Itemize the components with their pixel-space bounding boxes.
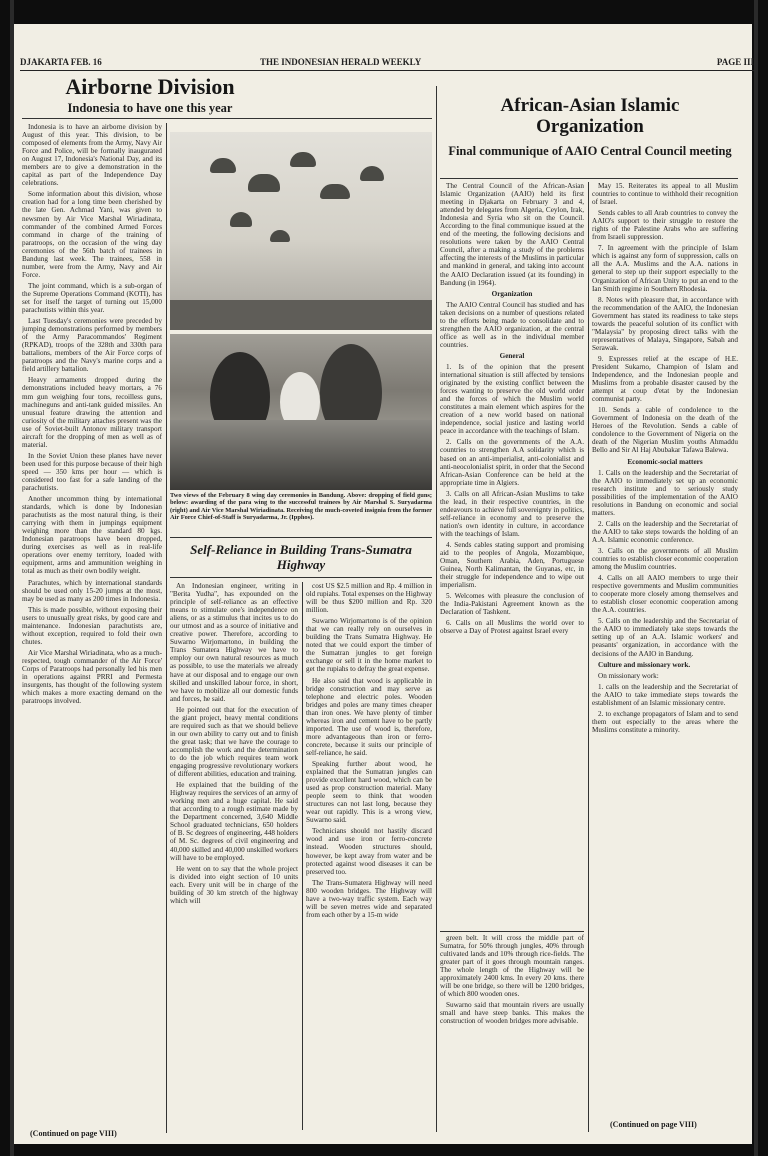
highway-column-a: An Indonesian engineer, writing in "Berita Yudha", has expounded on the principle of self-reliance as an effective means to stimulate one's independence on aliens, or as a stimulus that incites us to do our utmost and as a source of initiative and creative power. Therefore, according to Suwarno Wirjomartono, in building the Trans Sumatera Highway we have to employ our own natural resources as much as possible, to use the materials we already have at our disposal and to engage our own skilled and unskilled labour force, in short, we have to mobilize all our domestic funds and forces, he said. He pointed out that for the execution of the giant project, heavy mental conditions are required such as that we should believe in our own ability to carry out and to finish the great task; that we have the courage to accomplish the work and the determination to do the job which requires team work engaging progressive revolutionary workers of different abilities, education and training. He explained that the building of the Highway requires the services of an army of working men and a huge capital. He said that according to a rough estimate made by the Department concerned, 3,640 Middle School graduated technicians, 650 holders of B. Sc degrees of engineering, 448 holders of M. Sc. degrees of civil engineering and 40,000 skilled and 40,000 unskilled workers will have to be employed. He went on to say that the whole project is divided into eight section of 10 units each. Every unit will be in charge of the building of 30 km stretch of the highway which will bbox=[170, 582, 298, 905]
headline-rule bbox=[22, 118, 432, 119]
lower-rule bbox=[440, 931, 584, 932]
aaio-column-a: The Central Council of the African-Asian Islamic Organization (AAIO) held its first meeting in Djakarta on February 3 and 4, attended by delegates from Algeria, Ceylon, Irak, Indonesia and Syria who sit on the Council. According to the final communique issued at the end of the meeting, the following decisions and resolutions were taken by the AAIO Central Council, after a making a study of the problems affecting the interests of the Muslims in particular and mankind in general, and taking into account the AAIO Declaration issued (at its founding) in Bandung (in 1964). Organization The AAIO Central Council has studied and has taken decisions on a number of questions related to the efforts being made to consolidate and to strengthen the AAIO organization, at the central office as well as in the individual member countries. General 1. Is of the opinion that the present international situation is still affected by tensions originated by the existing conflict between the forces wanting to preserve the old world order and the forces of which the Muslim world constitutes a main element which aspires for the creation of a new world based on national independence, social justice and lasting world peace in accordance with the teachings of Islam. 2. Calls on the governments of the A.A. countries to strengthen A.A solidarity which is based on an anti-imperialist, anti-colonialist and anti-neocolonialist spirit, in order that the Second African-Asian Conference can be held at the appropriate time in Algiers. 3. Calls on all African-Asian Muslims to take the lead, in their respective countries, in the endeavours to achieve full sovereignty in politics, self-reliance in economy and to preserve the nation's own identity in culture, in accordance with the teachings of Islam. 4. Sends cables stating support and promising aid to the peoples of Angola, Mozambique, Oman, Southern Arabia, Aden, Portuguese Guinea, North Kalimantan, the Guyanas, etc, in their struggle for independence and to wipe out imperialism. 5. Welcomes with pleasure the conclusion of the India-Pakistani Agreement known as the Declaration of Tashkent. 6. Calls on all Muslims the world over to observe a Day of Protest against Israel every bbox=[440, 182, 584, 636]
column-rule-4 bbox=[588, 182, 589, 1132]
aaio-headline-line2: Organization bbox=[536, 116, 644, 137]
airborne-continued: (Continued on page VIII) bbox=[30, 1129, 117, 1138]
page-left-edge bbox=[10, 0, 14, 1156]
aaio-headline-line1: African-Asian Islamic bbox=[500, 95, 680, 116]
highway-column-b: cost US $2.5 million and Rp. 4 million in old rupiahs. Total expenses on the Highway will be thus $200 million and Rp. 320 million. Suwarno Wirjomartono is of the opinion that we can really rely on ourselves in building the Trans Sumatra Highway. He noted that we could export the timber of the Sumatran jungles to get foreign exchange or sell it in the home market to get the rupiahs to defray the great expense. He also said that wood is applicable in bridge construction and may serve as telephone and electric poles. Wooden bridges and poles are many times cheaper than iron ones. We have plenty of timber whereas iron and cement have to be partly imported. The use of wood is, therefore, more advantageous than iron or ferro-concrete, because it suits our principle of self-reliance, he said. Speaking further about wood, he explained that the Sumatran jungles can provide excellent hard wood, which can be used as prop construction material. Many people seem to think that wooden structures can not last long, because they wear out rapidly. This is a wrong view, Suwarno said. Technicians should not hastily discard wood and use iron or ferro-concrete instead. Wooden structures should, however, be kept away from water and be protected against wood diseases it can be preserved too. The Trans-Sumatera Highway will need 800 wooden bridges. The Highway will have a two-way traffic system. Each way will be seven metres wide and separated from each other by a 15-m wide bbox=[306, 582, 432, 919]
page-header bbox=[20, 56, 754, 71]
header-page-number: PAGE III bbox=[716, 57, 754, 67]
aaio-subheadline: Final communique of AAIO Central Council meeting bbox=[448, 144, 732, 158]
airborne-subheadline: Indonesia to have one this year bbox=[67, 101, 233, 115]
page-right-edge bbox=[754, 0, 758, 1156]
aaio-headline bbox=[440, 95, 740, 137]
airborne-column: Indonesia is to have an airborne division by August of this year. This division, to be composed of elements from the Army, Navy Air Force and Police, will be formally inaugurated on August 17, Indonesia's National Day, and its members are to give a demonstration in the capital as part of the Independence Day celebrations. Some information about this division, whose creation had for a long time been cherished by the late Gen. Achmad Yani, was given to newsmen by Air Vice Marshal Wiriadinata, commander of the combined Armed Forces command in charge of the training of paratroops, on the occasion of the wing day ceremonies of the 56th batch of trainees in Bandung last week. The trainees, 558 in number, were from the Army, Navy and Air Force. The joint command, which is a sub-organ of the Supreme Operations Command (KOTI), has set for itself the target of turning out 15,000 parachutists within this year. Last Tuesday's ceremonies were preceded by jumping demonstrations performed by members of the Army Paracommandos' Regiment (RPKAD), troops of the 328th and 330th para battalions, members of the Air Force corps of paratroops and the Navy's marine corps and a field artillery battalion. Heavy armaments dropped during the demonstrations included heavy mortars, a 76 mm gun weighing four tons, recoilless guns, machineguns and anti-tank guided missiles. An unusual feature drawing the attention and curiosity of the military attaches present was the use of Soviet-built Antonov military transport aircraft for the dropping of men as well as of material. In the Soviet Union these planes have never been used for this purpose because of their high speed — 350 kms per hour — which is considered too fast for a safe landing of the parachutists. Another uncommon thing by international standards, which is done by Indonesian parachutists as the most natural thing, is their carrying with them in jumpings equipment weighing more than the standard 80 kgs. Indonesian paratroops have been dropped, during exercises as well as in real-life operations over enemy territory, loaded with equipment, arms and ammunition weighing in total as much as their own bodily weight. Parachutes, which by international standards should be used only 15-20 jumps at the most, may be used as many as 200 times in Indonesia. This is made possible, without exposing their users to unusually great risks, by good care and maintenance. Indonesian parachutists are, without exception, required to fold their own chutes. Air Vice Marshal Wiriadinata, who as a much-respected, tough commander of the Air Force' Corps of Paratroops had personally led his men in operations against PRRI and Permesta insurgents, has thought of the following system which makes a more exacting demand on the paratroops involved. bbox=[22, 123, 162, 706]
header-dateline: DJAKARTA FEB. 16 bbox=[20, 57, 102, 67]
highway-column-c: green belt. It will cross the middle part of Sumatra, for 50% through jungles, 40% through cultivated lands and 10% through rice-fields. The greater part of it goes through mountain ranges. The whole length of the Highway will be approximately 2400 kms. In every 20 kms. there will be one bridge, so there will be 1200 bridges, of which 800 wooden ones. Suwarno said that mountain rivers are usually small and have steep banks. This makes the construction of wooden bridges more advisable. bbox=[440, 934, 584, 1026]
paratroop-ceremony-photo bbox=[170, 132, 432, 490]
column-rule-1 bbox=[166, 123, 167, 1133]
caption-rule bbox=[170, 537, 432, 538]
aaio-column-b: May 15. Reiterates its appeal to all Muslim countries to continue to withhold their recognition of Israel. Sends cables to all Arab countries to convey the AAIO's support to their struggle to restore the rights of the Palestine Arabs who are suffering from Israeli suppression. 7. In agreement with the principle of Islam which is against any form of suppression, calls on all the A.A. Muslims and the A.A. nations in general to step up their support especially to the Organization of African Unity to put an end to the Ian Smith regime in Southern Rhodesia. 8. Notes with pleasure that, in accordance with the recommendation of the AAIO, the Indonesian Government has stated its readiness to take steps towards the peaceful solution of its conflict with "Malaysia" by proposing direct talks with the representatives of Malaya, Singapore, Sabah and Serawak. 9. Expresses relief at the escape of H.E. President Sukarno, Champion of Islam and Independence, and the Indonesian people and Muslims from a probable disaster caused by the attempt at coup d'etat by the Indonesian communist party. 10. Sends a cable of condolence to the Government of Indonesia on the death of the Heroes of the Revolution. Sends a cable of condolence to the Government of Nigeria on the death of the Nigerian Muslim youths Ahmaddu Bello and Sir Al Haj Abubakar Tafawa Balewa. Economic-social matters 1. Calls on the leadership and the Secretariat of the AAIO to immediately set up an economic research institute and to seriously study possibilities of the implementation of the AAIO resolutions in Bandung on economic and social matters. 2. Calls on the leadership and the Secretariat of the AAIO to take steps towards the holding of an A.A. Islamic economic conference. 3. Calls on the governments of all Muslim countries to establish closer economic cooperation among the Muslim countries. 4. Calls on all AAIO members to urge their respective governments and Muslim communities to cooperate more closely among themselves and to establish closer economic cooperation among the A.A. countries. 5. Calls on the leadership and the Secretariat of the AAIO to immediately take steps towards the setting up of an A.A. Islamic workers' and peasants' organization, in accordance with the decisions of the AAIO in Bandung. Culture and missionary work. On missionary work: 1. calls on the leadership and the Secretariat of the AAIO to take immediate steps towards the establishment of an Islamic missionary centre. 2. to exchange propagators of Islam and to send them out especially to the areas where the Muslims constitute a minority. bbox=[592, 182, 738, 734]
header-masthead: THE INDONESIAN HERALD WEEKLY bbox=[260, 57, 422, 67]
aaio-continued: (Continued on page VIII) bbox=[610, 1120, 697, 1129]
aaio-rule bbox=[440, 178, 738, 179]
highway-rule bbox=[170, 577, 432, 578]
highway-headline: Self-Reliance in Building Trans-Sumatra Highway bbox=[190, 542, 412, 572]
airborne-headline: Airborne Division bbox=[65, 74, 235, 99]
column-rule-3 bbox=[436, 86, 437, 1132]
photo-caption: Two views of the February 8 wing day ceremonies in Bandung. Above: dropping of field guns; below: awarding of the para wing to the successful trainees by Air Marshal S. Suryadarma (right) and Air Vice Marshal Wiriadinata. Receiving the much-coveted insignia from the former Air Force Chief-of-Staff is Suryadarma, Jr. (Ipphos). bbox=[170, 492, 432, 521]
column-rule-2 bbox=[302, 582, 303, 1130]
